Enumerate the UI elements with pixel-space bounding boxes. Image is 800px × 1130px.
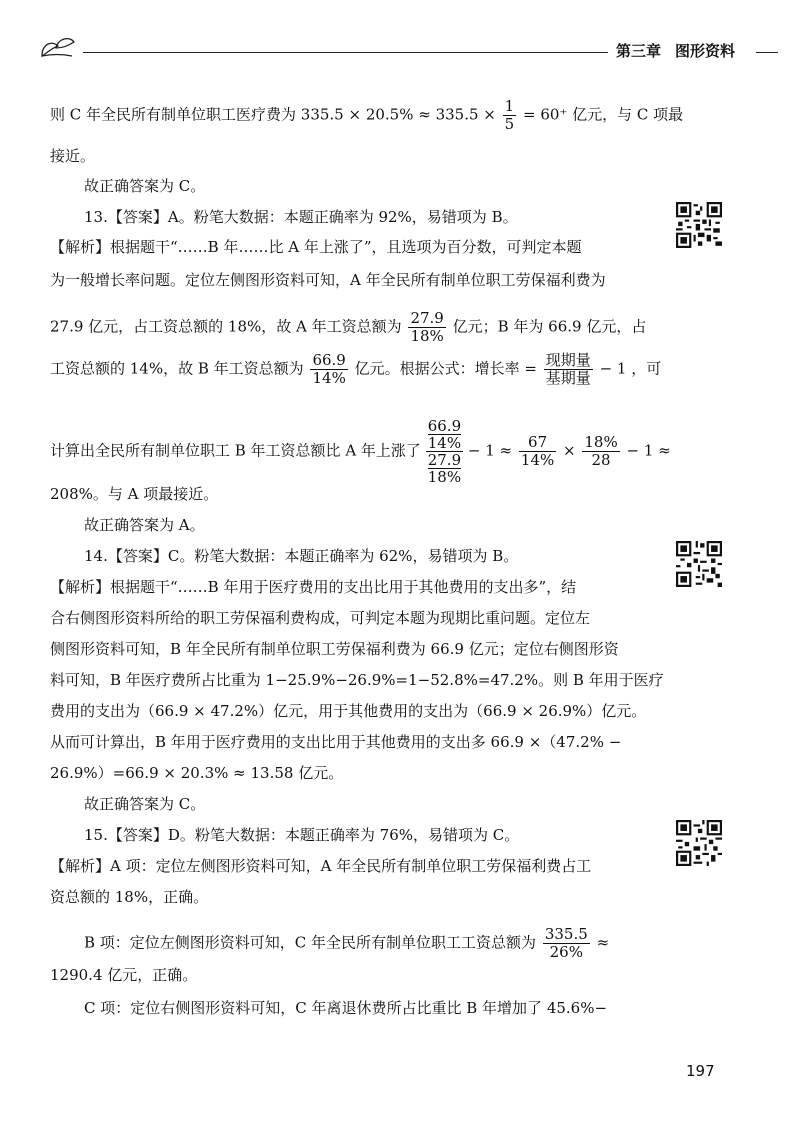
text-line: 合右侧图形资料所给的职工劳保福利费构成，可判定本题为现期比重问题。定位左: [50, 609, 591, 627]
question-13-heading: 13.【答案】A。粉笔大数据：本题正确率为 92%，易错项为 B。: [84, 208, 518, 226]
text-line: 接近。: [50, 147, 96, 165]
page-number: 197: [686, 1062, 715, 1080]
fraction: $\frac{27.9}{18\%}$: [410, 309, 444, 345]
answer-line: 故正确答案为 A。: [84, 516, 205, 534]
qr-code-icon[interactable]: [676, 202, 722, 248]
qr-code-icon[interactable]: [676, 541, 722, 587]
text-line: 从而可计算出，B 年用于医疗费用的支出比用于其他费用的支出多 66.9 ×（47.2% −: [50, 733, 622, 751]
page-header: [28, 32, 778, 72]
answer-line: 故正确答案为 C。: [84, 177, 206, 195]
leaf-icon: [38, 36, 78, 58]
text-line: 费用的支出为（66.9 × 47.2%）亿元，用于其他费用的支出为（66.9 × 26.9%）亿元。: [50, 702, 647, 720]
text-line: 26.9%）=66.9 × 20.3% ≈ 13.58 亿元。: [50, 764, 344, 782]
text-line: C 项：定位右侧图形资料可知，C 年离退休费所占比重比 B 年增加了 45.6%−: [84, 999, 608, 1017]
text-line: 208%。与 A 项最接近。: [50, 485, 219, 503]
header-rule-end: [756, 52, 778, 53]
qr-code-icon[interactable]: [676, 820, 722, 866]
fraction: $\frac{66.9}{14\%}$: [312, 351, 346, 387]
question-15-heading: 15.【答案】D。粉笔大数据：本题正确率为 76%，易错项为 C。: [84, 826, 520, 844]
fraction: $\frac{67}{14\%}$: [520, 433, 555, 469]
text-line: 工资总额的 14%，故 B 年工资总额为 $\frac{66.9}{14\%}$ 亿元。根据公式：增长率 = $\frac{\text{现期量}}{\text{基期量}}$ − 1 ，可: [50, 351, 662, 387]
text-line: 侧图形资料可知，B 年全民所有制单位职工劳保福利费为 66.9 亿元；定位右侧图形资: [50, 640, 619, 658]
fraction: $\frac{1}{5}$: [504, 97, 515, 133]
text-line: 【解析】根据题干“……B 年……比 A 年上涨了”，且选项为百分数，可判定本题: [50, 238, 582, 256]
answer-line: 故正确答案为 C。: [84, 795, 206, 813]
text-line: 27.9 亿元，占工资总额的 18%，故 A 年工资总额为 $\frac{27.9}{18\%}$ 亿元；B 年为 66.9 亿元，占: [50, 309, 647, 345]
chapter-title: 第三章 图形资料: [616, 42, 736, 60]
text-line: 1290.4 亿元，正确。: [50, 966, 198, 984]
text-line: 料可知，B 年医疗费所占比重为 1−25.9%−26.9%=1−52.8%=47.2%。则 B 年用于医疗: [50, 671, 664, 689]
text-line: 计算出全民所有制单位职工 B 年工资总额比 A 年上涨了 66.9 14% 27.9 18% − 1 ≈ $\frac{67}{14\%}$ × $\frac{18\%}{28}$ − 1 ≈: [50, 417, 671, 486]
text-line: 【解析】A 项：定位左侧图形资料可知，A 年全民所有制单位职工劳保福利费占工: [50, 857, 592, 875]
text-line: 则 C 年全民所有制单位职工医疗费为 335.5 × 20.5% ≈ 335.5 × $\frac{1}{5}$ = 60⁺ 亿元，与 C 项最: [50, 97, 684, 133]
compound-fraction: 66.9 14% 27.9 18%: [427, 417, 462, 486]
fraction: $\frac{335.5}{26\%}$: [544, 925, 588, 961]
question-14-heading: 14.【答案】C。粉笔大数据：本题正确率为 62%，易错项为 B。: [84, 547, 519, 565]
fraction: $\frac{\text{现期量}}{\text{基期量}}$: [545, 351, 591, 387]
text-line: 为一般增长率问题。定位左侧图形资料可知，A 年全民所有制单位职工劳保福利费为: [50, 271, 606, 289]
text-line: 资总额的 18%，正确。: [50, 888, 209, 906]
header-rule: [83, 52, 608, 53]
fraction: $\frac{18\%}{28}$: [584, 433, 618, 469]
text-line: 【解析】根据题干“……B 年用于医疗费用的支出比用于其他费用的支出多”，结: [50, 578, 577, 596]
text-line: B 项：定位左侧图形资料可知，C 年全民所有制单位职工工资总额为 $\frac{335.5}{26\%}$ ≈: [84, 925, 610, 961]
